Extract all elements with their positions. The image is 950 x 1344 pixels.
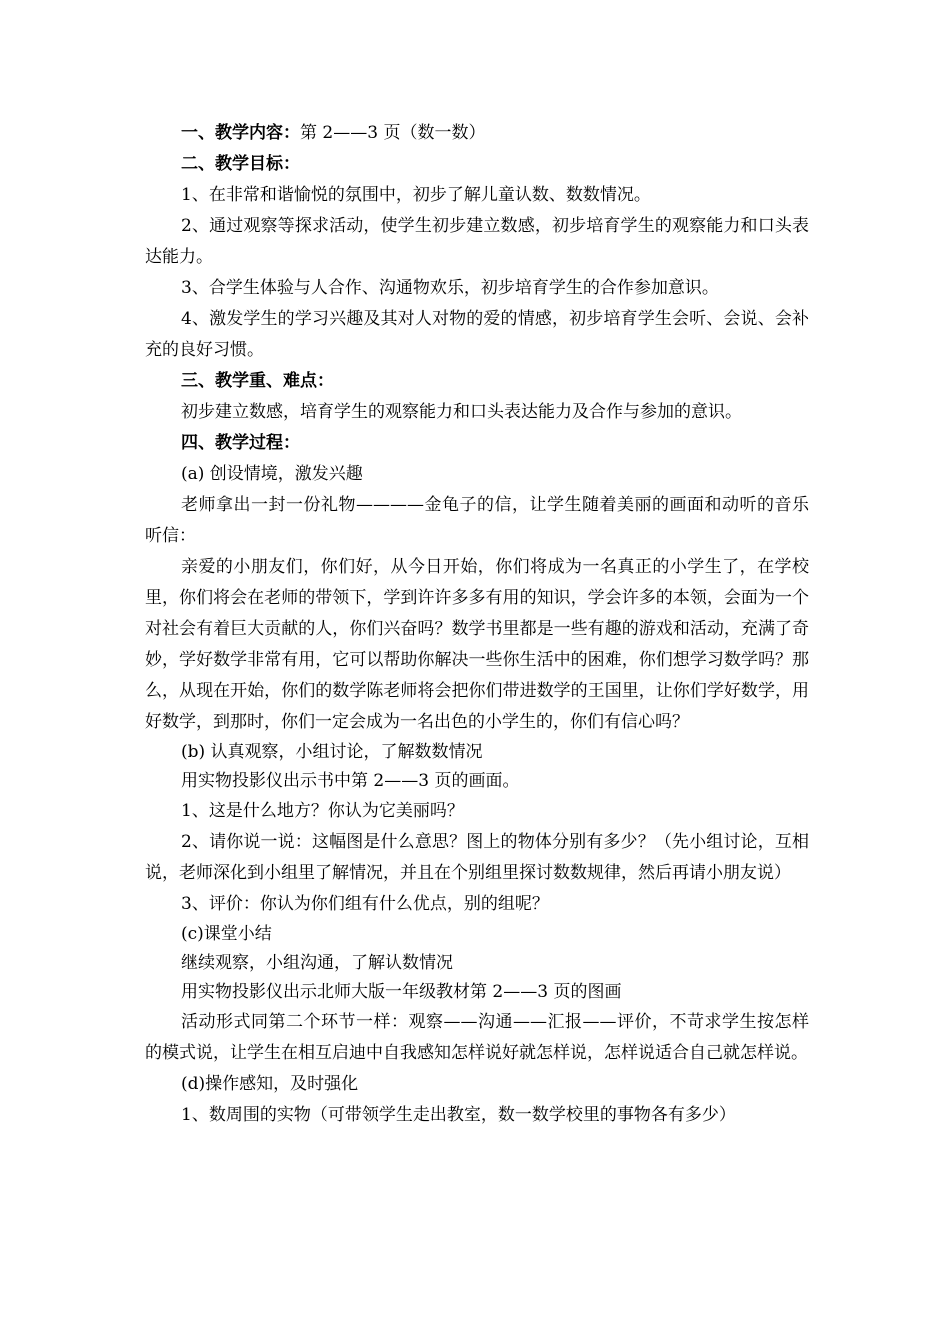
- goal-2: 2、通过观察等探求活动，使学生初步建立数感，初步培育学生的观察能力和口头表达能力。: [145, 216, 809, 267]
- step-b-paragraph: 用实物投影仪出示书中第 2——3 页的画面。: [181, 771, 520, 791]
- goal-4: 4、激发学生的学习兴趣及其对人对物的爱的情感，初步培育学生会听、会说、会补充的良好习惯。: [145, 309, 809, 360]
- section-1-label: 一、教学内容：: [181, 123, 300, 143]
- goal-1: 1、在非常和谐愉悦的氛围中，初步了解儿童认数、数数情况。: [181, 185, 651, 205]
- document-page: [145, 118, 809, 1131]
- step-c-paragraph-2: 用实物投影仪出示北师大版一年级教材第 2——3 页的图画: [181, 982, 622, 1002]
- step-d-paragraph-1: 1、数周围的实物（可带领学生走出教室，数一数学校里的事物各有多少）: [181, 1105, 736, 1125]
- key-points: 初步建立数感，培育学生的观察能力和口头表达能力及合作与参加的意识。: [181, 402, 742, 422]
- section-3-heading: 三、教学重、难点：: [181, 371, 334, 391]
- step-a-intro: 老师拿出一封一份礼物————金龟子的信，让学生随着美丽的画面和动听的音乐听信：: [145, 495, 809, 546]
- section-2-heading: 二、教学目标：: [181, 154, 300, 174]
- step-a-title: (a) 创设情境，激发兴趣: [181, 464, 363, 484]
- step-b-title: (b) 认真观察，小组讨论，了解数数情况: [181, 742, 483, 762]
- step-c-title: (c)课堂小结: [181, 924, 272, 944]
- step-c-paragraph-1: 继续观察，小组沟通，了解认数情况: [181, 953, 453, 973]
- question-1: 1、这是什么地方？你认为它美丽吗？: [181, 801, 464, 821]
- question-3: 3、评价：你认为你们组有什么优点，别的组呢？: [181, 894, 549, 914]
- section-1-text: 第 2——3 页（数一数）: [300, 123, 486, 143]
- step-d-title: (d)操作感知，及时强化: [181, 1074, 359, 1094]
- section-1-heading: [145, 118, 809, 149]
- question-2: 2、请你说一说：这幅图是什么意思？图上的物体分别有多少？（先小组讨论，互相说，老师深化到小组里了解情况，并且在个别组里探讨数数规律，然后再请小朋友说）: [145, 832, 809, 883]
- section-4-heading: 四、教学过程：: [181, 433, 300, 453]
- goal-3: 3、合学生体验与人合作、沟通物欢乐，初步培育学生的合作参加意识。: [181, 278, 719, 298]
- letter-paragraph: 亲爱的小朋友们，你们好，从今日开始，你们将成为一名真正的小学生了，在学校里，你们将会在老师的带领下，学到许许多多有用的知识，学会许多的本领，会面为一个对社会有着巨大贡献的人，你们兴奋吗？数学书里都是一些有趣的游戏和活动，充满了奇妙，学好数学非常有用，它可以帮助你解决一些你生活中的困难，你们想学习数学吗？那么，从现在开始，你们的数学陈老师将会把你们带进数学的王国里，让你们学好数学，用好数学，到那时，你们一定会成为一名出色的小学生的，你们有信心吗？: [145, 557, 809, 732]
- step-c-paragraph-3: 活动形式同第二个环节一样：观察——沟通——汇报——评价，不苛求学生按怎样的模式说，让学生在相互启迪中自我感知怎样说好就怎样说，怎样说适合自己就怎样说。: [145, 1012, 809, 1063]
